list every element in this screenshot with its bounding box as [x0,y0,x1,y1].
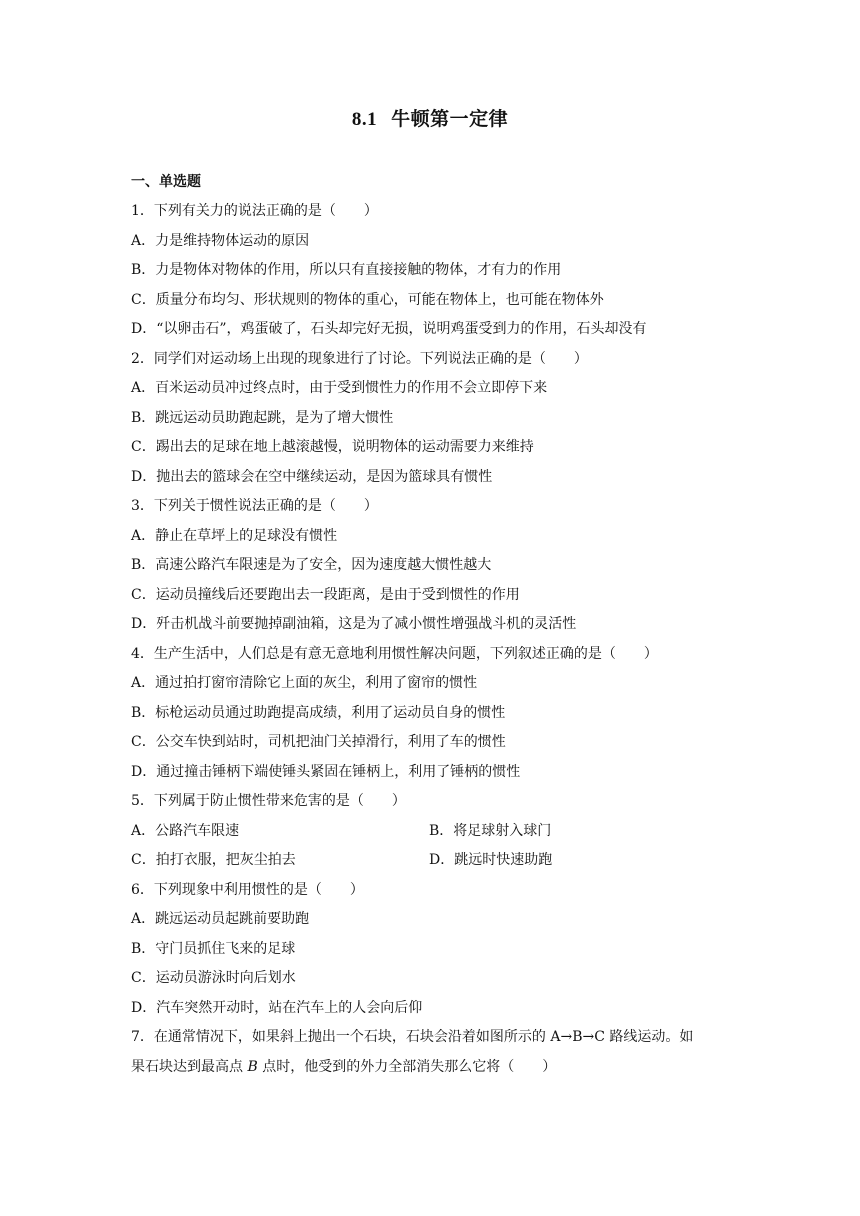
option-d: D．抛出去的篮球会在空中继续运动，是因为篮球具有惯性 [131,468,493,485]
option-a: A．跳远运动员起跳前要助跑 [131,911,310,927]
option-a: A．静止在草坪上的足球没有惯性 [131,527,338,544]
option-a: A．百米运动员冲过终点时，由于受到惯性力的作用不会立即停下来 [131,380,548,396]
option-b: B．跳远运动员助跑起跳，是为了增大惯性 [131,409,394,426]
option-b: B．高速公路汽车限速是为了安全，因为速度越大惯性越大 [131,557,492,573]
question-stem: 2．同学们对运动场上出现的现象进行了讨论。下列说法正确的是（ ） [131,350,588,367]
question-stem-line-2 [131,1053,741,1083]
stem-text: 点时，他受到的外力全部消失那么它将（ ） [257,1058,557,1075]
option-d: D．汽车突然开动时，站在汽车上的人会向后仰 [131,999,423,1016]
question-5 [131,787,741,876]
option-b: B．力是物体对物体的作用，所以只有直接接触的物体，才有力的作用 [131,262,562,278]
option-c: C．运动员撞线后还要跑出去一段距离，是由于受到惯性的作用 [131,586,520,603]
option-a: A．通过拍打窗帘清除它上面的灰尘，利用了窗帘的惯性 [131,675,478,691]
question-stem-line-1: 7．在通常情况下，如果斜上抛出一个石块，石块会沿着如图所示的 A→B→C 路线运动。如 [131,1029,694,1045]
option-c: C．运动员游泳时向后划水 [131,970,296,986]
question-stem: 6．下列现象中利用惯性的是（ ） [131,881,364,898]
question-6 [131,876,741,1024]
option-d: D．跳远时快速助跑 [429,852,553,868]
option-c: C．拍打衣服，把灰尘拍去 [131,852,296,868]
question-2 [131,345,741,493]
page-title [0,104,860,131]
option-a: A．公路汽车限速 [131,822,240,839]
option-d: D．歼击机战斗前要抛掉副油箱，这是为了减小惯性增强战斗机的灵活性 [131,616,577,632]
question-1 [131,197,741,345]
question-4 [131,640,741,788]
question-stem: 1．下列有关力的说法正确的是（ ） [131,203,378,219]
option-d: D．“以卵击石”，鸡蛋破了，石头却完好无损，说明鸡蛋受到力的作用，石头却没有 [131,321,647,337]
title-text: 牛顿第一定律 [391,108,509,130]
point-label: B [247,1058,258,1075]
question-stem: 5．下列属于防止惯性带来危害的是（ ） [131,793,406,809]
option-c: C．质量分布均匀、形状规则的物体的重心，可能在物体上，也可能在物体外 [131,291,604,308]
option-b: B．守门员抓住飞来的足球 [131,940,296,957]
question-stem: 3．下列关于惯性说法正确的是（ ） [131,498,378,514]
option-b: B．将足球射入球门 [429,822,552,839]
section-heading: 一、单选题 [131,174,201,190]
option-d: D．通过撞击锤柄下端使锤头紧固在锤柄上，利用了锤柄的惯性 [131,763,521,780]
title-number: 8.1 [351,109,378,130]
question-7 [131,1023,741,1082]
option-row [131,846,741,876]
question-3 [131,492,741,640]
option-c: C．公交车快到站时，司机把油门关掉滑行，利用了车的惯性 [131,734,506,750]
stem-text: 果石块达到最高点 [131,1058,248,1075]
option-b: B．标枪运动员通过助跑提高成绩，利用了运动员自身的惯性 [131,704,506,721]
question-list [131,197,741,1082]
option-c: C．踢出去的足球在地上越滚越慢，说明物体的运动需要力来维持 [131,439,534,455]
option-row [131,817,741,847]
question-stem: 4．生产生活中，人们总是有意无意地利用惯性解决问题，下列叙述正确的是（ ） [131,645,658,662]
option-a: A．力是维持物体运动的原因 [131,232,310,249]
